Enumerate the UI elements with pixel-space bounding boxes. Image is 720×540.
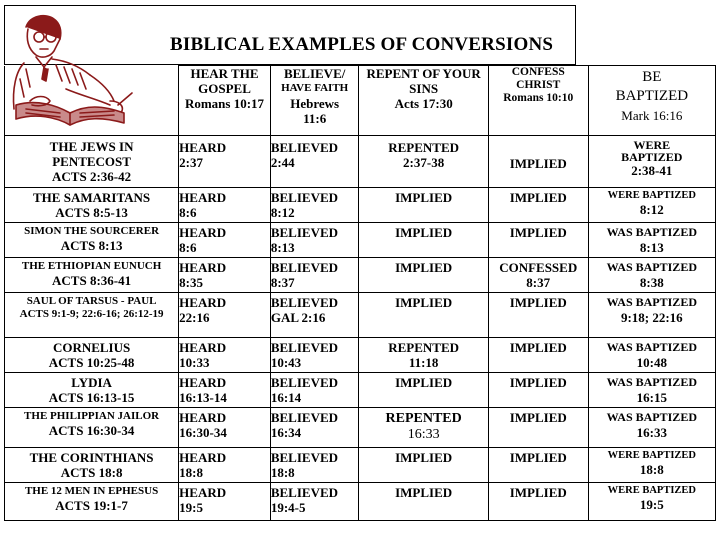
cell-believe: BELIEVED 19:4-5 [270,483,359,521]
cell-repent: IMPLIED [359,448,488,483]
row-name: THE PHILIPPIAN JAILOR ACTS 16:30-34 [5,408,179,448]
cell-repent: IMPLIED [359,373,488,408]
cell-repent: IMPLIED [359,293,488,338]
row-name: SIMON THE SOURCERER ACTS 8:13 [5,223,179,258]
cell-repent: REPENTED 16:33 [359,408,488,448]
table-row [5,408,716,448]
cell-believe: BELIEVED 8:12 [270,188,359,223]
table-row [5,483,716,521]
row-name: THE SAMARITANS ACTS 8:5-13 [5,188,179,223]
cell-hear: HEARD 16:30-34 [179,408,271,448]
cell-baptized: WERE BAPTIZED 2:38-41 [588,136,715,188]
cell-confess: CONFESSED 8:37 [488,258,588,293]
cell-hear: HEARD 19:5 [179,483,271,521]
cell-baptized: WERE BAPTIZED 19:5 [588,483,715,521]
conversions-table [4,65,716,521]
cell-confess: IMPLIED [488,338,588,373]
cell-confess: IMPLIED [488,408,588,448]
cell-repent: REPENTED 11:18 [359,338,488,373]
row-name: THE JEWS IN PENTECOST ACTS 2:36-42 [5,136,179,188]
cell-baptized: WERE BAPTIZED 8:12 [588,188,715,223]
row-name: CORNELIUS ACTS 10:25-48 [5,338,179,373]
cell-confess: IMPLIED [488,293,588,338]
cell-repent: REPENTED 2:37-38 [359,136,488,188]
header-baptized: BE BAPTIZED Mark 16:16 [588,66,715,136]
cell-baptized: WAS BAPTIZED 16:15 [588,373,715,408]
cell-repent: IMPLIED [359,188,488,223]
cell-hear: HEARD 8:6 [179,223,271,258]
table-row [5,258,716,293]
header-hear: HEAR THE GOSPEL Romans 10:17 [179,66,271,136]
cell-believe: BELIEVED 10:43 [270,338,359,373]
cell-believe: BELIEVED 8:37 [270,258,359,293]
cell-hear: HEARD 16:13-14 [179,373,271,408]
cell-baptized: WAS BAPTIZED 10:48 [588,338,715,373]
header-repent: REPENT OF YOUR SINS Acts 17:30 [359,66,488,136]
man-reading-bible-illustration [6,9,138,129]
page-title: BIBLICAL EXAMPLES OF CONVERSIONS [170,34,554,55]
cell-believe: BELIEVED 16:14 [270,373,359,408]
table-row [5,338,716,373]
cell-baptized: WAS BAPTIZED 8:38 [588,258,715,293]
table-row [5,188,716,223]
cell-hear: HEARD 8:6 [179,188,271,223]
cell-hear: HEARD 22:16 [179,293,271,338]
cell-confess: IMPLIED [488,188,588,223]
header-believe: BELIEVE/ HAVE FAITH Hebrews 11:6 [270,66,359,136]
header-confess: CONFESS CHRIST Romans 10:10 [488,66,588,136]
cell-confess: IMPLIED [488,223,588,258]
cell-repent: IMPLIED [359,223,488,258]
cell-baptized: WAS BAPTIZED 8:13 [588,223,715,258]
row-name: SAUL OF TARSUS - PAUL ACTS 9:1-9; 22:6-16; 26:12-19 [5,293,179,338]
conversions-chart [4,5,716,535]
table-row [5,293,716,338]
cell-believe: BELIEVED 8:13 [270,223,359,258]
cell-baptized: WAS BAPTIZED 16:33 [588,408,715,448]
cell-repent: IMPLIED [359,483,488,521]
table-row [5,223,716,258]
cell-hear: HEARD 10:33 [179,338,271,373]
table-row [5,448,716,483]
cell-believe: BELIEVED 18:8 [270,448,359,483]
cell-confess: IMPLIED [488,136,588,188]
row-name: THE CORINTHIANS ACTS 18:8 [5,448,179,483]
cell-baptized: WERE BAPTIZED 18:8 [588,448,715,483]
cell-hear: HEARD 2:37 [179,136,271,188]
row-name: THE ETHIOPIAN EUNUCH ACTS 8:36-41 [5,258,179,293]
table-row [5,373,716,408]
cell-confess: IMPLIED [488,483,588,521]
cell-baptized: WAS BAPTIZED 9:18; 22:16 [588,293,715,338]
table-row [5,136,716,188]
cell-confess: IMPLIED [488,448,588,483]
cell-repent: IMPLIED [359,258,488,293]
cell-confess: IMPLIED [488,373,588,408]
row-name: LYDIA ACTS 16:13-15 [5,373,179,408]
cell-believe: BELIEVED 16:34 [270,408,359,448]
row-name: THE 12 MEN IN EPHESUS ACTS 19:1-7 [5,483,179,521]
cell-hear: HEARD 18:8 [179,448,271,483]
cell-hear: HEARD 8:35 [179,258,271,293]
cell-believe: BELIEVED 2:44 [270,136,359,188]
cell-believe: BELIEVED GAL 2:16 [270,293,359,338]
